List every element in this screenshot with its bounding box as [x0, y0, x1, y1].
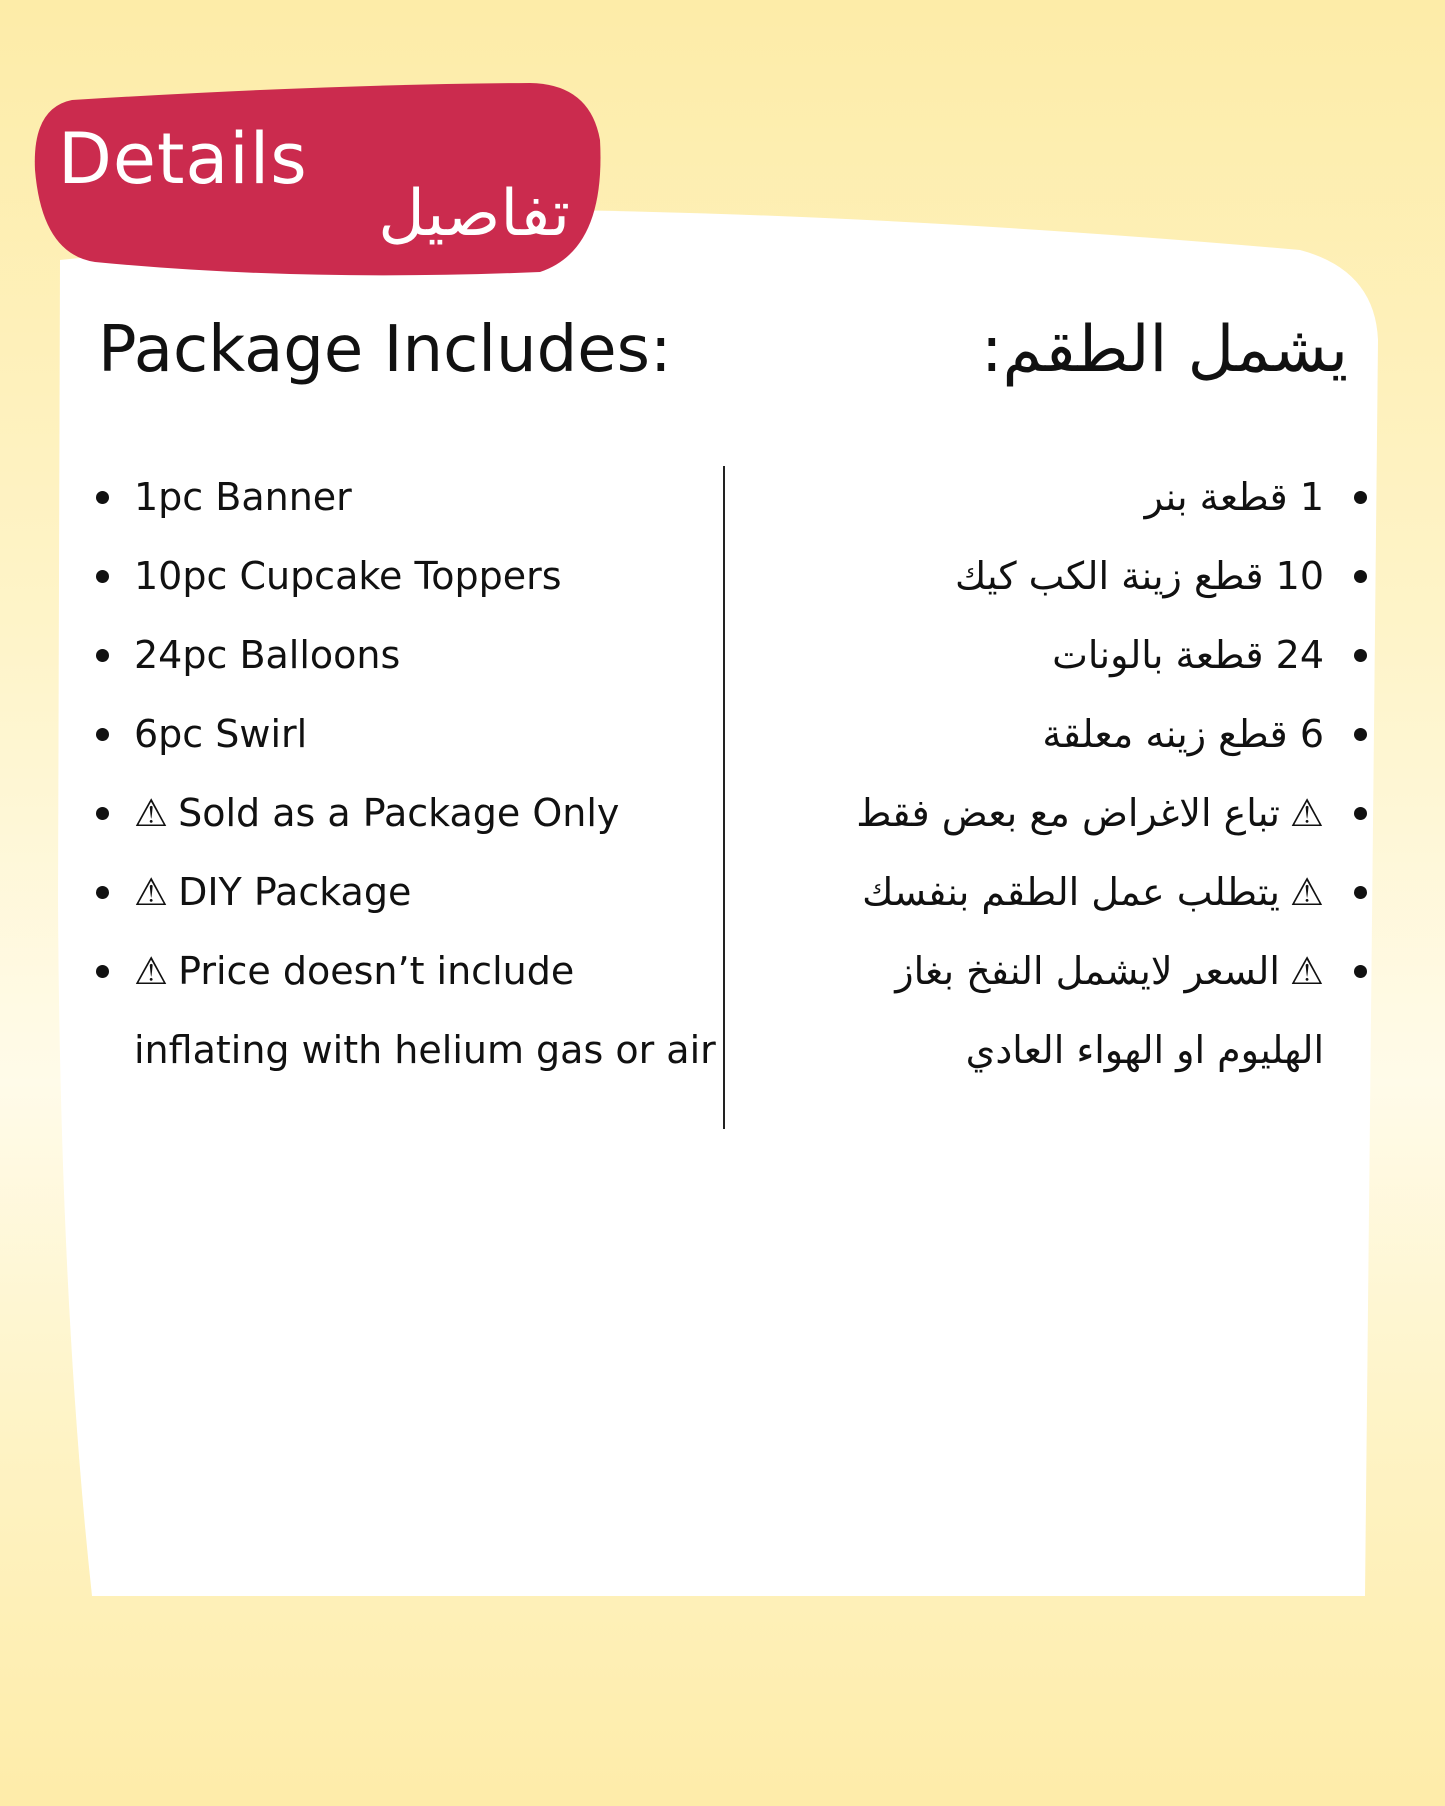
bullet-dot — [1354, 886, 1367, 899]
column-divider — [723, 466, 725, 1129]
item-text: 10 قطع زينة الكب كيك — [954, 554, 1324, 598]
bullet-dot — [1354, 491, 1367, 504]
item-text: 24 قطعة بالونات — [1052, 633, 1324, 677]
list-item — [747, 774, 1367, 853]
list-item — [96, 695, 696, 774]
item-text: السعر لايشمل النفخ بغاز — [895, 949, 1280, 993]
list-item — [96, 774, 696, 853]
bullet-dot — [1354, 570, 1367, 583]
bullet-dot — [96, 728, 109, 741]
bullet-dot — [96, 886, 109, 899]
warning-icon: ⚠ — [1289, 870, 1324, 914]
list-item — [747, 853, 1367, 932]
warning-icon: ⚠ — [134, 949, 169, 993]
bullet-dot — [96, 649, 109, 662]
item-text: Sold as a Package Only — [178, 791, 620, 835]
badge-title-english: Details — [58, 118, 308, 200]
item-text: DIY Package — [178, 870, 412, 914]
list-item — [96, 853, 696, 932]
item-text: 10pc Cupcake Toppers — [134, 554, 562, 598]
bullet-dot — [1354, 965, 1367, 978]
item-text: 6pc Swirl — [134, 712, 308, 756]
list-item — [747, 695, 1367, 774]
item-text: يتطلب عمل الطقم بنفسك — [862, 870, 1280, 914]
bullet-dot — [1354, 649, 1367, 662]
bullet-dot — [96, 491, 109, 504]
item-text: 6 قطع زينه معلقة — [1042, 712, 1324, 756]
package-items-list-english — [96, 458, 716, 1090]
list-item — [96, 537, 696, 616]
list-item — [747, 458, 1367, 537]
list-item — [747, 537, 1367, 616]
bullet-dot — [1354, 728, 1367, 741]
item-text: 1 قطعة بنر — [1144, 475, 1324, 519]
warning-icon: ⚠ — [134, 791, 169, 835]
item-text: 1pc Banner — [134, 475, 352, 519]
list-item — [747, 932, 1367, 1090]
package-includes-heading-english: Package Includes: — [98, 313, 672, 387]
warning-icon: ⚠ — [1289, 791, 1324, 835]
package-items-list-arabic — [747, 458, 1367, 1090]
package-includes-heading-arabic: يشمل الطقم: — [980, 313, 1348, 387]
badge-title-arabic: تفاصيل — [378, 177, 570, 251]
item-text-continuation: الهليوم او الهواء العادي — [965, 1028, 1324, 1072]
item-text: تباع الاغراض مع بعض فقط — [856, 791, 1280, 835]
bullet-dot — [1354, 807, 1367, 820]
bullet-dot — [96, 807, 109, 820]
item-text-continuation: inflating with helium gas or air — [134, 1028, 716, 1072]
bullet-dot — [96, 570, 109, 583]
item-text: 24pc Balloons — [134, 633, 401, 677]
item-text: Price doesn’t include — [178, 949, 575, 993]
list-item — [747, 616, 1367, 695]
list-item — [96, 616, 696, 695]
list-item — [96, 932, 716, 1090]
bullet-dot — [96, 965, 109, 978]
list-item — [96, 458, 696, 537]
warning-icon: ⚠ — [134, 870, 169, 914]
warning-icon: ⚠ — [1289, 949, 1324, 993]
